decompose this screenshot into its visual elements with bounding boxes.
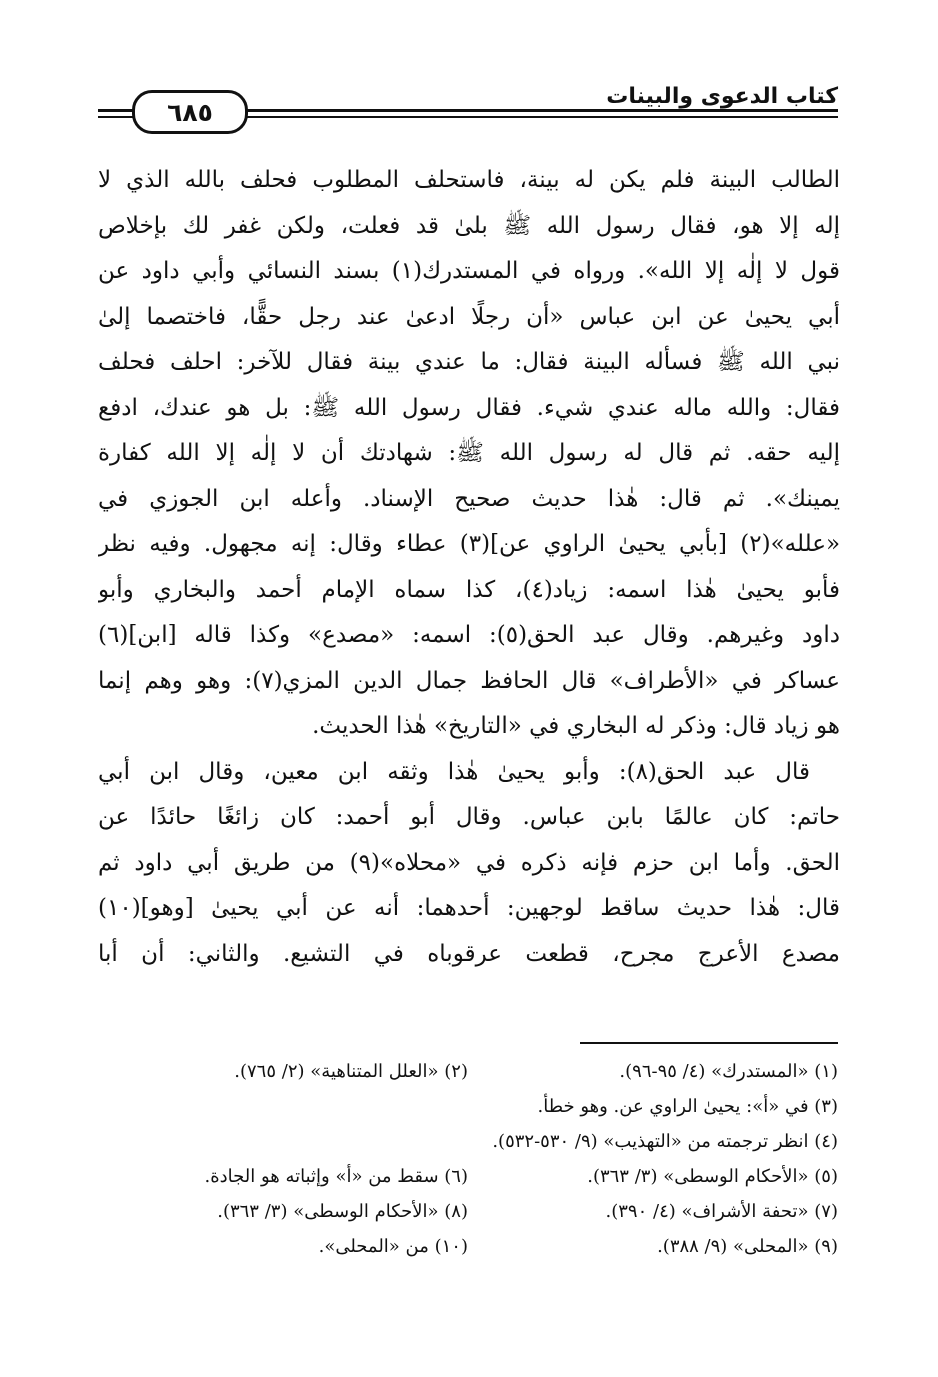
footnote-3: (٣) في «أ»: يحيىٰ الراوي عن. وهو خطأ.: [537, 1096, 838, 1117]
text-line: إليه حقه. ثم قال له رسول الله ﷺ: شهادتك أن لا إلٰه إلا الله كفارة: [98, 440, 840, 466]
page-header: [98, 82, 838, 132]
text-line: قال: هٰذا حديث ساقط لوجهين: أحدهما: أنه عن أبي يحيىٰ [وهو](١٠): [98, 895, 840, 921]
text-line: يمينك». ثم قال: هٰذا حديث صحيح الإسناد. وأعله ابن الجوزي في: [98, 485, 840, 512]
footnote-9: (٩) «المحلى» (٩/ ٣٨٨).: [657, 1236, 838, 1257]
main-text: [98, 158, 840, 977]
footnote-separator: [580, 1042, 838, 1044]
text-line: عساكر في «الأطراف» قال الحافظ جمال الدين المزي(٧): وهو وهم إنما: [98, 667, 840, 694]
running-title: كتاب الدعوى والبينات: [596, 84, 838, 109]
text-line: قول لا إلٰه إلا الله». ورواه في المستدرك(١) بسند النسائي وأبي داود عن: [98, 258, 840, 284]
text-line: فقال: والله ماله عندي شيء. فقال رسول الله ﷺ: بل هو عندك، ادفع: [98, 394, 840, 421]
footnote-row: [98, 1159, 838, 1194]
text-line: «علله»(٢) [بأبي يحيىٰ الراوي عن](٣) عطاء وقال: إنه مجهول. وفيه نظر: [98, 531, 840, 557]
footnote-2: (٢) «العلل المتناهية» (٢/ ٧٦٥).: [234, 1061, 468, 1082]
footnote-row: [98, 1124, 838, 1159]
text-line: مصدع الأعرج مجرح، قطعت عرقوباه في التشيع. والثاني: أن أبا: [98, 940, 840, 967]
footnote-row: [98, 1229, 838, 1264]
footnote-6: (٦) سقط من «أ» وإثباته هو الجادة.: [204, 1166, 468, 1187]
text-line: فأبو يحيىٰ هٰذا اسمه: زياد(٤)، كذا سماه الإمام أحمد والبخاري وأبو: [98, 576, 840, 603]
footnote-7: (٧) «تحفة الأشراف» (٤/ ٣٩٠).: [605, 1201, 838, 1222]
text-line: الحق. وأما ابن حزم فإنه ذكره في «محلاه»(٩) من طريق أبي داود ثم: [98, 849, 840, 876]
footnotes: [98, 1054, 838, 1264]
footnote-1: (١) «المستدرك» (٤/ ٩٥-٩٦).: [619, 1061, 838, 1082]
footnote-row: [98, 1089, 838, 1124]
text-line: إله إلا هو، فقال رسول الله ﷺ بلىٰ قد فعلت، ولكن غفر لك بإخلاص: [98, 212, 840, 239]
footnote-5: (٥) «الأحكام الوسطى» (٣/ ٣٦٣).: [587, 1166, 838, 1187]
footnote-row: [98, 1194, 838, 1229]
footnote-10: (١٠) من «المحلى».: [318, 1236, 468, 1257]
text-line: قال عبد الحق(٨): وأبو يحيىٰ هٰذا وثقه ابن معين، وقال ابن أبي: [98, 758, 810, 785]
footnote-8: (٨) «الأحكام الوسطى» (٣/ ٣٦٣).: [217, 1201, 468, 1222]
text-line: هو زياد قال: وذكر له البخاري في «التاريخ» هٰذا الحديث.: [312, 713, 840, 739]
text-line: حاتم: كان عالمًا بابن عباس. وقال أبو أحمد: كان زائغًا حائدًا عن: [98, 804, 840, 830]
text-line: نبي الله ﷺ فسأله البينة فقال: ما عندي بينة فقال للآخر: احلف فحلف: [98, 349, 840, 375]
text-line: أبي يحيىٰ عن ابن عباس «أن رجلًا ادعىٰ عند رجل حقًّا، فاختصما إلىٰ: [98, 303, 840, 330]
footnote-4: (٤) انظر ترجمته من «التهذيب» (٩/ ٥٣٠-٥٣٢).: [492, 1131, 838, 1152]
text-line: داود وغيرهم. وقال عبد الحق(٥): اسمه: «مصدع» وكذا قاله [ابن](٦): [98, 622, 840, 648]
footnote-row: [98, 1054, 838, 1089]
page-number: ٦٨٥: [132, 90, 248, 134]
text-line: الطالب البينة فلم يكن له بينة، فاستحلف المطلوب فحلف بالله الذي لا: [98, 167, 840, 193]
